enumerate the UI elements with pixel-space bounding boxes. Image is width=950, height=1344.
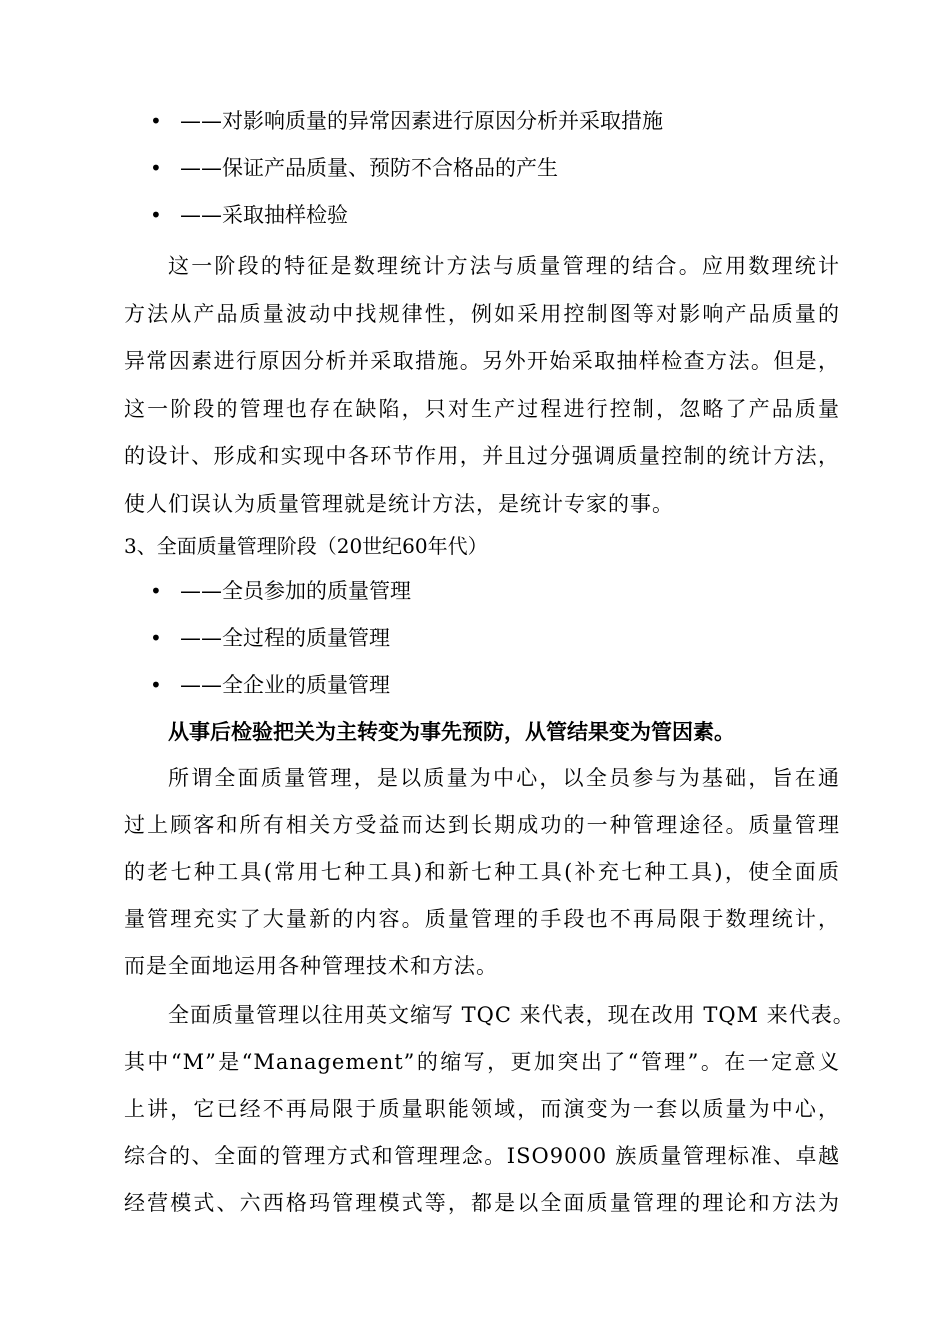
list-item: • ——全过程的质量管理 <box>150 615 411 662</box>
bullet-icon: • <box>150 673 162 697</box>
bullet-list-mid <box>150 568 411 709</box>
bullet-icon: • <box>150 203 162 227</box>
paragraph-tqm-definition: 所谓全面质量管理，是以质量为中心，以全员参与为基础，旨在通 过上顾客和所有相关方受益而达到长期成功的一种管理途径。质量管理 的老七种工具(常用七种工具)和新七种工具(补充七种工具)，使全面质 量管理充实了大量新的内容。质量管理的手段也不再局限于数理统计， 而是全面地运用各种管理技术和方法。 <box>124 766 840 978</box>
bold-summary-line: 从事后检验把关为主转变为事先预防，从管结果变为管因素。 <box>168 720 735 744</box>
bullet-icon: • <box>150 109 162 133</box>
list-item: • ——保证产品质量、预防不合格品的产生 <box>150 145 663 192</box>
list-item: • ——全员参加的质量管理 <box>150 568 411 615</box>
paragraph-tqc-tqm: 全面质量管理以往用英文缩写 TQC 来代表，现在改用 TQM 来代表。 其中“M”是“Management”的缩写，更加突出了“管理”。在一定意义 上讲，它已经不再局限于质量职能领域，而演变为一套以质量为中心， 综合的、全面的管理方式和管理理念。ISO9000 族质量管理标准、卓越 经营模式、六西格玛管理模式等，都是以全面质量管理的理论和方法为 <box>124 1003 855 1215</box>
paragraph-stage-features: 这一阶段的特征是数理统计方法与质量管理的结合。应用数理统计 方法从产品质量波动中找规律性，例如采用控制图等对影响产品质量的 异常因素进行原因分析并采取措施。另外开始采取抽样检查方法。但是， 这一阶段的管理也存在缺陷，只对生产过程进行控制，忽略了产品质量 的设计、形成和实现中各环节作用，并且过分强调质量控制的统计方法， 使人们误认为质量管理就是统计方法，是统计专家的事。 <box>124 254 840 516</box>
section-heading: 3、全面质量管理阶段（20世纪60年代） <box>124 534 488 558</box>
list-item: • ——对影响质量的异常因素进行原因分析并采取措施 <box>150 98 663 145</box>
bullet-list-top <box>150 98 663 239</box>
bullet-icon: • <box>150 579 162 603</box>
bullet-icon: • <box>150 156 162 180</box>
list-item: • ——全企业的质量管理 <box>150 662 411 709</box>
list-item: • ——采取抽样检验 <box>150 192 663 239</box>
bullet-icon: • <box>150 626 162 650</box>
